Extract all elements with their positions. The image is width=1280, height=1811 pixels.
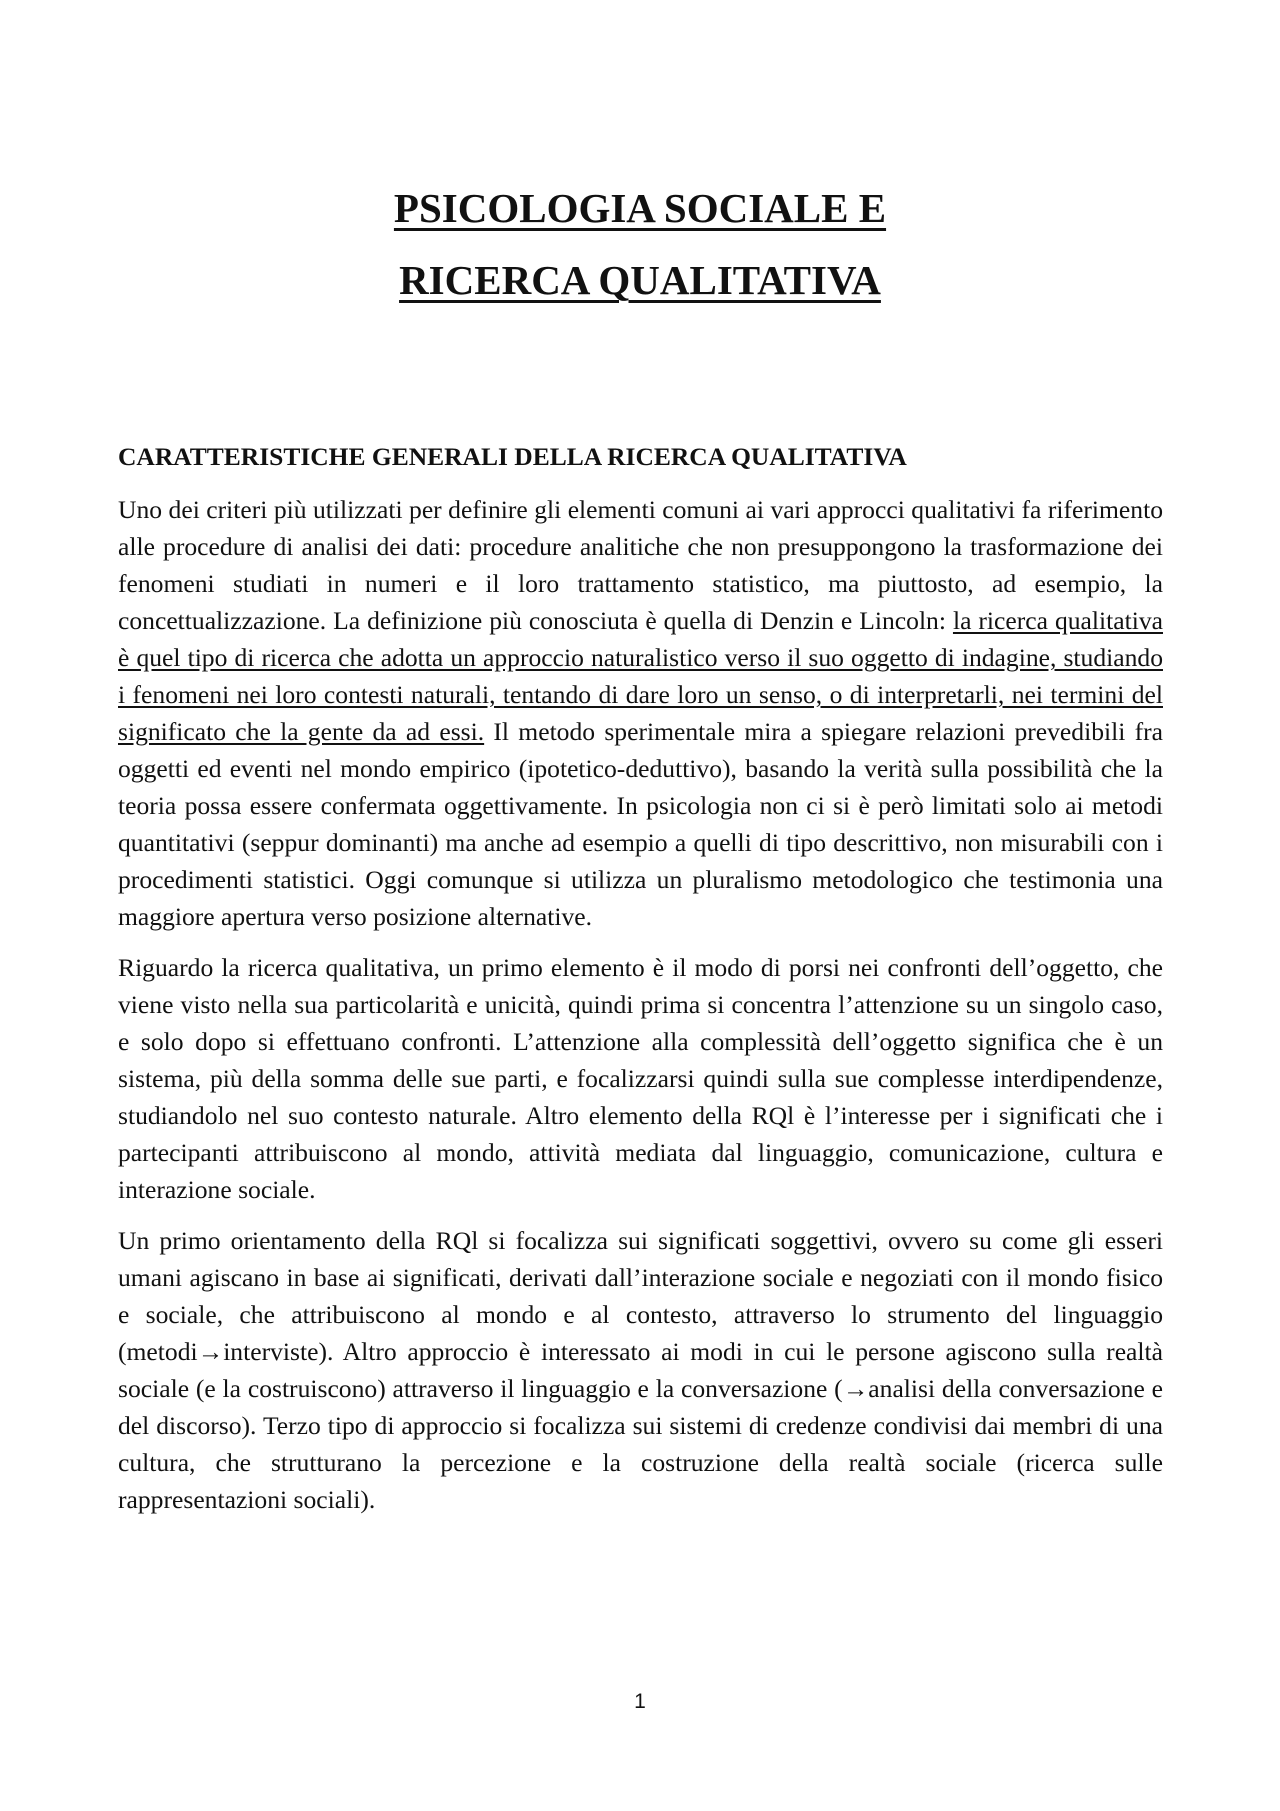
paragraph-3: Un primo orientamento della RQl si focalizza sui significati soggettivi, ovvero su come gli esseri umani agiscano in base ai significati, derivati dall’interazione sociale e negoziati con il mondo fisico e sociale, che attribuiscono al mondo e al contesto, attraverso lo strumento del linguaggio (metodi→interviste). Altro approccio è interessato ai modi in cui le persone agiscono sulla realtà sociale (e la costruiscono) attraverso il linguaggio e la conversazione (→analisi della conversazione e del discorso). Terzo tipo di approccio si focalizza sui sistemi di credenze condivisi dai membri di una cultura, che strutturano la percezione e la costruzione della realtà sociale (ricerca sulle rappresentazioni sociali).	[118, 1226, 1163, 1514]
title-line-1: PSICOLOGIA SOCIALE E	[393, 185, 887, 231]
page-number: 1	[634, 1690, 646, 1713]
definition-quote: la ricerca qualitativa è quel tipo di ricerca che adotta un approccio naturalistico verso il suo oggetto di indagine, studiando i fenomeni nei loro contesti naturali, tentando di dare loro un senso, o di interpretarli, nei termini del significato che la gente da ad essi.	[118, 606, 1163, 746]
document-title	[0, 172, 1280, 316]
paragraph-2: Riguardo la ricerca qualitativa, un primo elemento è il modo di porsi nei confronti dell’oggetto, che viene visto nella sua particolarità e unicità, quindi prima si concentra l’attenzione su un singolo caso, e solo dopo si effettuano confronti. L’attenzione alla complessità dell’oggetto significa che è un sistema, più della somma delle sue parti, e focalizzarsi quindi sulla sue complesse interdipendenze, studiandolo nel suo contesto naturale. Altro elemento della RQl è l’interesse per i significati che i partecipanti attribuiscono al mondo, attività mediata dal linguaggio, comunicazione, cultura e interazione sociale.	[118, 953, 1163, 1204]
section-heading: CARATTERISTICHE GENERALI DELLA RICERCA QUALITATIVA	[118, 442, 907, 471]
title-line-2: RICERCA QUALITATIVA	[399, 257, 881, 303]
paragraph-1	[118, 491, 1163, 935]
paragraph-1-rest: Il metodo sperimentale mira a spiegare relazioni prevedibili fra oggetti ed eventi nel mondo empirico (ipotetico-deduttivo), basando la verità sulla possibilità che la teoria possa essere confermata oggettivamente. In psicologia non ci si è però limitati solo ai metodi quantitativi (seppur dominanti) ma anche ad esempio a quelli di tipo descrittivo, non misurabili con i procedimenti statistici. Oggi comunque si utilizza un pluralismo metodologico che testimonia una maggiore apertura verso posizione alternative.	[118, 717, 1163, 931]
paragraph-1-intro: Uno dei criteri più utilizzati per definire gli elementi comuni ai vari approcci qualitativi fa riferimento alle procedure di analisi dei dati: procedure analitiche che non presuppongono la trasformazione dei fenomeni studiati in numeri e il loro trattamento statistico, ma piuttosto, ad esempio, la concettualizzazione. La definizione più conosciuta è quella di Denzin e Lincoln:	[118, 495, 1163, 635]
body-text	[118, 491, 1163, 1532]
